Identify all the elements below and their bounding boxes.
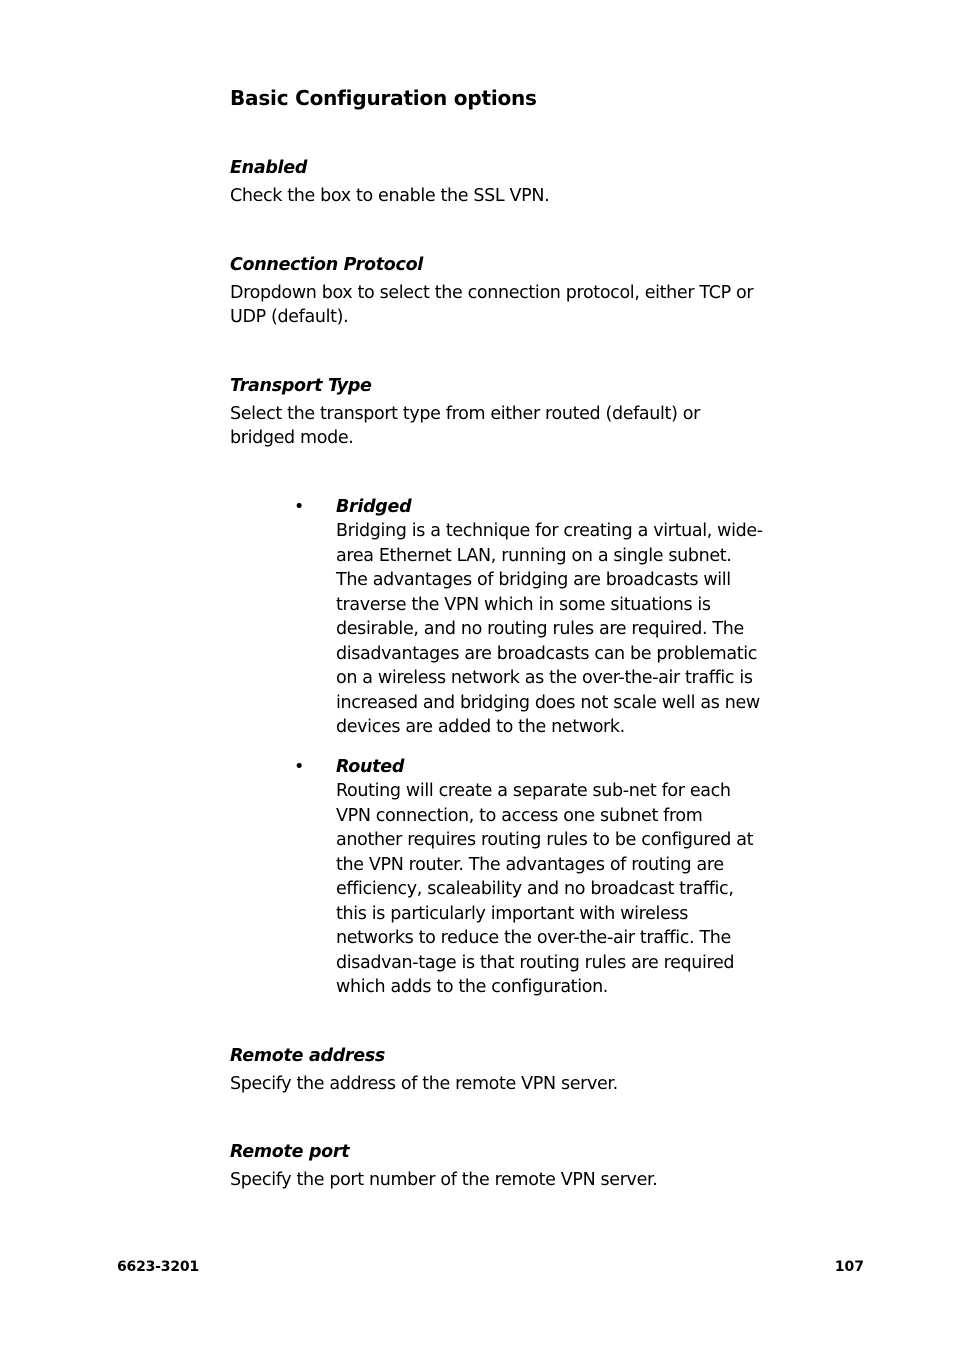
bullet-description: Routing will create a separate sub-net for each VPN connection, to access one subnet from another requires routing rules to be configured at the VPN router. The advantages of routing are efficiency, scaleability and no broadcast traffic, this is particularly important with wireless networks to reduce the over-the-air traffic. The disadvan-tage is that routing rules are required which adds to the configuration. <box>336 781 754 997</box>
document-number: 6623-3201 <box>117 1259 199 1275</box>
section-remote-address <box>230 1044 760 1097</box>
list-item-bridged <box>230 495 766 740</box>
section-description: Dropdown box to select the connection protocol, either TCP or UDP (default). <box>230 282 754 327</box>
section-heading: Enabled <box>230 158 308 178</box>
bullet-heading: Routed <box>336 756 405 777</box>
section-description: Specify the address of the remote VPN server. <box>230 1073 618 1094</box>
section-connection-protocol <box>230 253 760 330</box>
section-heading: Remote address <box>230 1045 386 1066</box>
page-content <box>230 84 763 1193</box>
section-description: Select the transport type from either routed (default) or bridged mode. <box>230 403 700 448</box>
bullet-description: Bridging is a technique for creating a virtual, wide-area Ethernet LAN, running on a single subnet. The advantages of bridging are broadcasts will traverse the VPN which in some situations is desirable, and no routing rules are required. The disadvantages are broadcasts can be problematic on a wireless network as the over-the-air traffic is increased and bridging does not scale well as new devices are added to the network. <box>336 521 763 737</box>
transport-type-list <box>230 495 763 1000</box>
list-item-routed <box>230 755 766 1000</box>
section-enabled <box>230 156 760 209</box>
bullet-marker: • <box>294 496 305 517</box>
section-remote-port <box>230 1140 760 1193</box>
page-number: 107 <box>834 1259 864 1275</box>
section-description: Check the box to enable the SSL VPN. <box>230 186 550 206</box>
section-heading: Transport Type <box>230 375 372 396</box>
bullet-marker: • <box>294 756 305 777</box>
page-title: Basic Configuration options <box>230 86 537 110</box>
section-transport-type <box>230 374 760 451</box>
bullet-heading: Bridged <box>336 496 412 517</box>
section-description: Specify the port number of the remote VPN server. <box>230 1170 658 1190</box>
section-heading: Remote port <box>230 1142 350 1162</box>
section-heading: Connection Protocol <box>230 254 423 275</box>
